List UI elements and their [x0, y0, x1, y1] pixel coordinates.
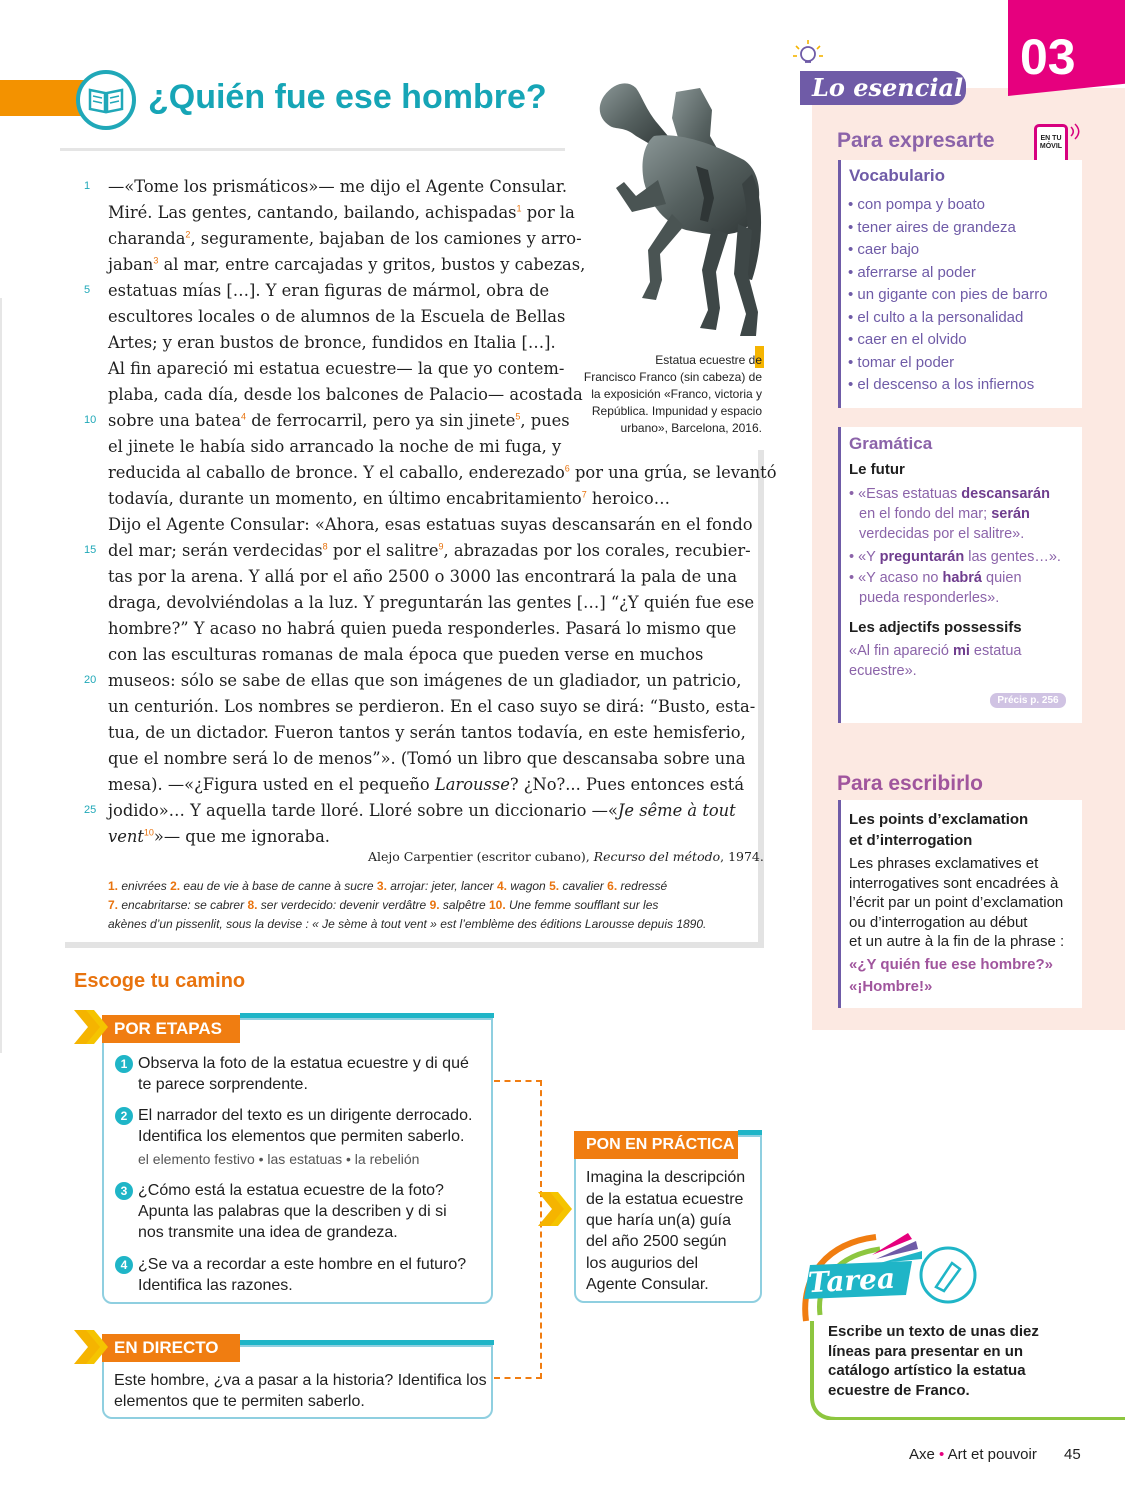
- escribirlo-text: interrogatives sont encadrées à: [849, 875, 1059, 892]
- vocab-item: • un gigante con pies de barro: [848, 286, 1048, 303]
- grammar-example: «Al fin apareció mi estatua: [849, 643, 1022, 659]
- pon-text: del año 2500 según: [586, 1233, 727, 1250]
- futur-heading: Le futur: [849, 461, 905, 478]
- grammar-example: • «Esas estatuas descansarán: [849, 486, 1050, 502]
- gramatica-heading: Gramática: [849, 434, 933, 453]
- vocab-item: • aferrarse al poder: [848, 264, 976, 281]
- wifi-signal-icon: [1068, 122, 1084, 140]
- escribirlo-subheading: Les points d’exclamation: [849, 811, 1029, 828]
- question-text: ¿Se va a recordar a este hombre en el futuro?: [138, 1256, 467, 1273]
- vocab-item: • caer bajo: [848, 241, 920, 258]
- grammar-example: ecuestre».: [849, 663, 917, 679]
- path-connector: [494, 1080, 542, 1379]
- vocab-item: • tomar el poder: [848, 354, 955, 371]
- chapter-number: 03: [1020, 29, 1076, 85]
- grammar-example: pueda responderles».: [859, 590, 1000, 606]
- question-hint: el elemento festivo • las estatuas • la rebelión: [138, 1151, 420, 1167]
- escribirlo-text: et un autre à la fin de la phrase :: [849, 933, 1065, 950]
- pon-text: Imagina la descripción: [586, 1169, 746, 1186]
- line-number: 25: [84, 804, 97, 816]
- para-expresarte-heading: Para expresarte: [837, 129, 995, 152]
- escribirlo-example: «¿Y quién fue ese hombre?»: [849, 956, 1053, 973]
- line-number: 5: [84, 284, 91, 296]
- vocab-item: • con pompa y boato: [848, 196, 986, 213]
- escribirlo-text: ou d’interrogation au début: [849, 914, 1028, 931]
- por-etapas-tag: POR ETAPAS: [102, 1015, 240, 1043]
- grammar-example: • «Y acaso no habrá quien: [849, 570, 1022, 586]
- possessifs-heading: Les adjectifs possessifs: [849, 619, 1022, 636]
- vocab-item: • tener aires de grandeza: [848, 219, 1016, 236]
- grammar-example: • «Y preguntarán las gentes…».: [849, 549, 1061, 565]
- pon-text: de la estatua ecuestre: [586, 1191, 744, 1208]
- escribirlo-subheading: et d’interrogation: [849, 832, 973, 849]
- question-number: 3: [115, 1182, 133, 1200]
- box-top-accent: [738, 1130, 762, 1135]
- tarea-text: Escribe un texto de unas diez líneas para presentar en un catálogo artístico la estatua ecuestre de Franco.: [828, 1323, 1039, 1399]
- text-panel-shadow-bottom: [65, 942, 764, 948]
- double-chevron-icon: [72, 1008, 114, 1046]
- photo-caption: Estatua ecuestre de Francisco Franco (sin cabeza) de la exposición «Franco, victoria y República. Impunidad y espacio urbano», Barcelona, 2016.: [583, 353, 762, 435]
- escribirlo-text: Les phrases exclamatives et: [849, 855, 1039, 872]
- title-divider: [60, 148, 565, 151]
- grammar-example: en el fondo del mar; serán: [859, 506, 1030, 522]
- pon-text: que haría un(a) guía: [586, 1212, 731, 1229]
- lightbulb-icon: [790, 38, 826, 70]
- box-top-accent: [240, 1340, 494, 1345]
- question-number: 2: [115, 1107, 133, 1125]
- question-text: Observa la foto de la estatua ecuestre y di qué: [138, 1055, 469, 1072]
- question-text: Apunta las palabras que la describen y di si: [138, 1203, 447, 1220]
- question-text: ¿Cómo está la estatua ecuestre de la foto?: [138, 1182, 444, 1199]
- question-text: Identifica las razones.: [138, 1277, 293, 1294]
- tarea-label: Tarea: [807, 1261, 896, 1300]
- mobile-phone-icon[interactable]: EN TU MÓVIL: [1034, 124, 1068, 174]
- en-directo-text: elementos que te permiten saberlo.: [114, 1393, 365, 1410]
- box-top-accent: [240, 1013, 494, 1018]
- page-number: 45: [1064, 1446, 1081, 1463]
- en-directo-text: Este hombre, ¿va a pasar a la historia? Identifica los: [114, 1372, 487, 1389]
- escribirlo-text: l’écrit par un point d’exclamation: [849, 894, 1064, 911]
- page-margin-rule: [0, 298, 2, 1053]
- question-text: El narrador del texto es un dirigente derrocado.: [138, 1107, 473, 1124]
- equestrian-statue-photo: [576, 74, 766, 349]
- question-number: 1: [115, 1055, 133, 1073]
- question-text: Identifica los elementos que permiten saberlo.: [138, 1128, 465, 1145]
- vocab-item: • el culto a la personalidad: [848, 309, 1024, 326]
- pon-text: los augurios del: [586, 1255, 699, 1272]
- text-panel-shadow: [758, 450, 764, 948]
- book-icon: [76, 70, 136, 130]
- source-citation: Alejo Carpentier (escritor cubano), Recurso del método, 1974.: [368, 849, 764, 864]
- question-text: nos transmite una idea de grandeza.: [138, 1224, 398, 1241]
- escoge-heading: Escoge tu camino: [74, 970, 246, 992]
- vocab-item: • caer en el olvido: [848, 331, 967, 348]
- line-number: 1: [84, 180, 91, 192]
- pon-text: Agente Consular.: [586, 1276, 709, 1293]
- double-chevron-icon: [72, 1328, 114, 1366]
- line-number: 20: [84, 674, 97, 686]
- en-directo-tag: EN DIRECTO: [102, 1334, 240, 1362]
- vocab-item: • el descenso a los infiernos: [848, 376, 1035, 393]
- vocabulario-heading: Vocabulario: [849, 166, 946, 185]
- line-number: 10: [84, 414, 97, 426]
- double-chevron-icon: [536, 1190, 578, 1228]
- question-number: 4: [115, 1256, 133, 1274]
- page-title: ¿Quién fue ese hombre?: [148, 78, 547, 116]
- lo-esencial-label: Lo esencial: [812, 73, 964, 102]
- para-escribirlo-heading: Para escribirlo: [837, 772, 983, 795]
- pon-en-practica-tag: PON EN PRÁCTICA: [574, 1131, 738, 1159]
- line-number: 15: [84, 544, 97, 556]
- escribirlo-example: «¡Hombre!»: [849, 978, 933, 995]
- grammar-example: verdecidas por el salitre».: [859, 526, 1025, 542]
- precis-link[interactable]: Précis p. 256: [990, 693, 1066, 708]
- footer-theme: Axe • Art et pouvoir: [909, 1446, 1037, 1463]
- question-text: te parece sorprendente.: [138, 1076, 308, 1093]
